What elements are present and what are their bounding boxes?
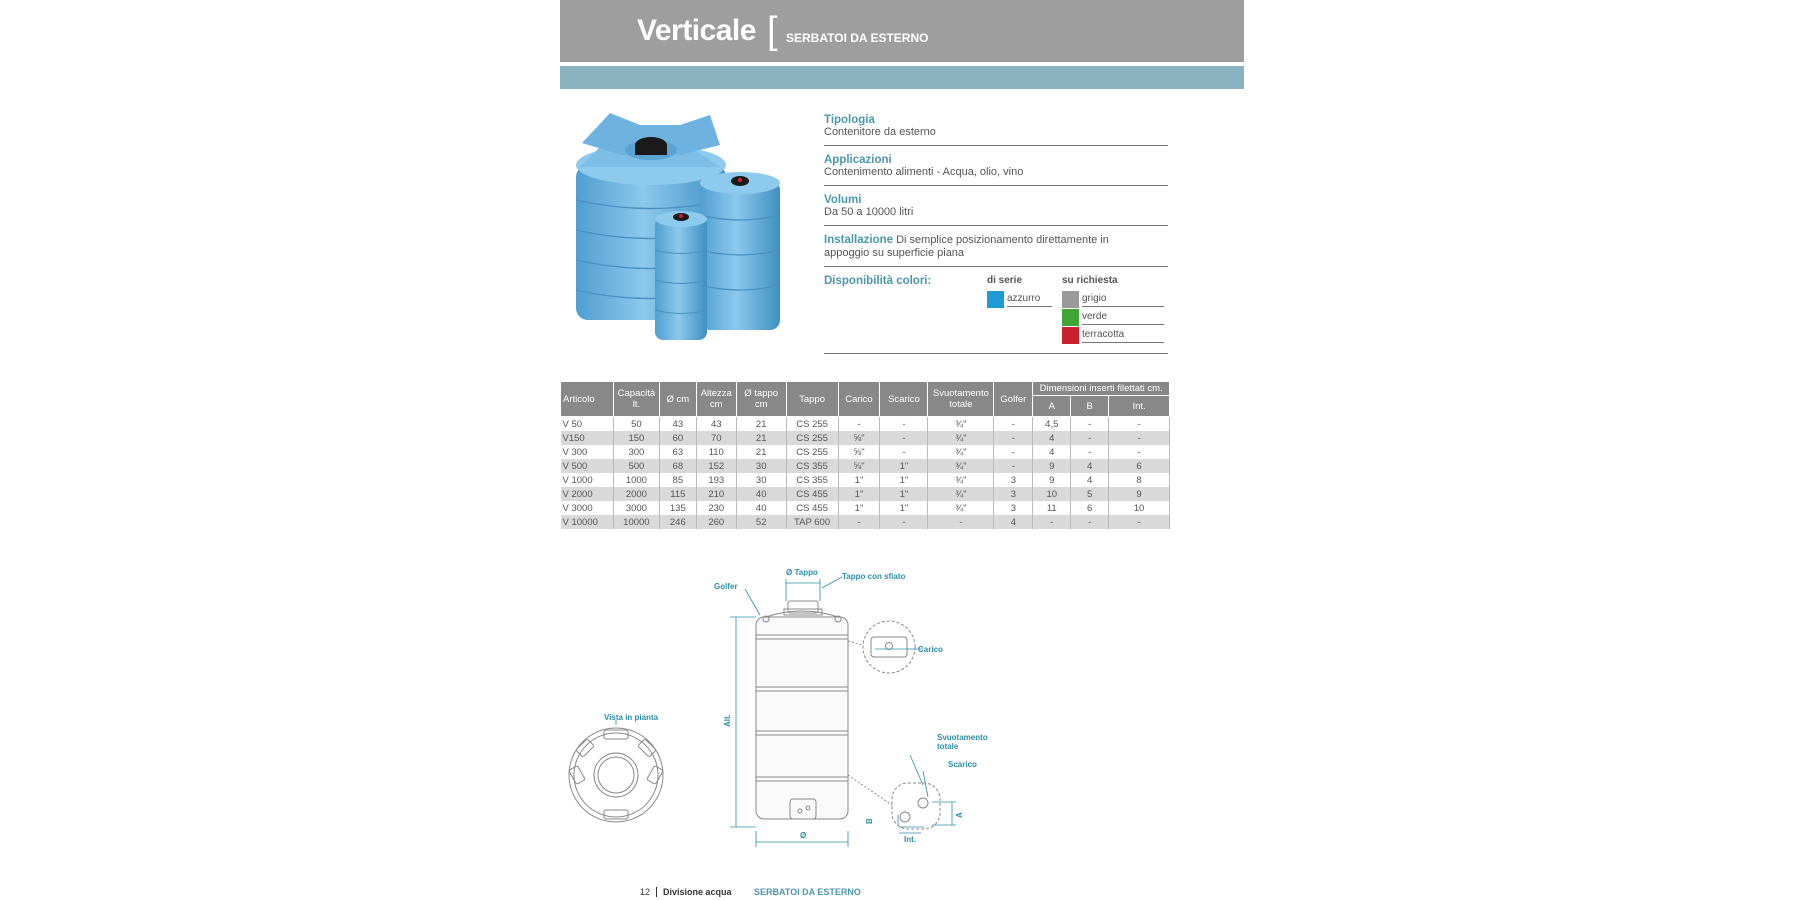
table-row bbox=[561, 445, 1170, 459]
table-cell: V 50 bbox=[561, 417, 614, 432]
label-scarico: Scarico bbox=[948, 760, 977, 769]
table-cell: 6 bbox=[1109, 459, 1170, 473]
table-cell: CS 255 bbox=[786, 431, 838, 445]
label-int: Int. bbox=[904, 835, 916, 844]
color-swatch-azzurro bbox=[987, 291, 1004, 308]
label-svuotamento-1: Svuotamento bbox=[937, 733, 988, 742]
table-cell: - bbox=[1109, 431, 1170, 445]
table-cell: V 1000 bbox=[561, 473, 614, 487]
table-cell: ⅝" bbox=[838, 431, 880, 445]
table-row bbox=[561, 501, 1170, 515]
col-b: B bbox=[1071, 396, 1109, 417]
table-cell: 4 bbox=[1033, 431, 1071, 445]
table-cell: 1" bbox=[838, 473, 880, 487]
col-golfer: Golfer bbox=[994, 382, 1033, 417]
table-cell: 21 bbox=[736, 417, 786, 432]
applicazioni-value: Contenimento alimenti - Acqua, olio, vino bbox=[824, 166, 1024, 178]
table-cell: - bbox=[994, 459, 1033, 473]
table-cell: 1" bbox=[880, 501, 928, 515]
info-applicazioni bbox=[824, 154, 1168, 186]
table-cell: 115 bbox=[659, 487, 696, 501]
table-cell: 43 bbox=[696, 417, 736, 432]
table-cell: 30 bbox=[736, 473, 786, 487]
table-cell: ¾" bbox=[928, 473, 994, 487]
table-cell: V 500 bbox=[561, 459, 614, 473]
table-cell: 3 bbox=[994, 473, 1033, 487]
table-cell: 1" bbox=[880, 487, 928, 501]
table-cell: 9 bbox=[1033, 459, 1071, 473]
footer-subtitle: SERBATOI DA ESTERNO bbox=[754, 887, 861, 897]
info-tipologia bbox=[824, 114, 1168, 146]
table-cell: CS 455 bbox=[786, 487, 838, 501]
table-cell: 70 bbox=[696, 431, 736, 445]
table-cell: - bbox=[880, 515, 928, 529]
table-cell: V 300 bbox=[561, 445, 614, 459]
page-footer bbox=[640, 887, 861, 897]
table-cell: 63 bbox=[659, 445, 696, 459]
table-cell: 110 bbox=[696, 445, 736, 459]
col-carico: Carico bbox=[838, 382, 880, 417]
tipologia-label: Tipologia bbox=[824, 114, 875, 126]
colori-label: Disponibilità colori: bbox=[824, 275, 932, 287]
table-cell: TAP 600 bbox=[786, 515, 838, 529]
col-articolo: Articolo bbox=[561, 382, 614, 417]
installazione-label: Installazione bbox=[824, 234, 894, 246]
color-name-grigio: grigio bbox=[1082, 293, 1164, 307]
table-cell: CS 255 bbox=[786, 417, 838, 432]
table-cell: 1" bbox=[838, 487, 880, 501]
table-cell: 9 bbox=[1109, 487, 1170, 501]
label-a: A bbox=[955, 812, 964, 818]
table-cell: V 3000 bbox=[561, 501, 614, 515]
table-cell: 6 bbox=[1071, 501, 1109, 515]
table-cell: CS 255 bbox=[786, 445, 838, 459]
table-cell: 5 bbox=[1071, 487, 1109, 501]
table-cell: 3000 bbox=[613, 501, 659, 515]
table-row bbox=[561, 487, 1170, 501]
table-cell: ¾" bbox=[928, 459, 994, 473]
table-cell: - bbox=[928, 515, 994, 529]
table-cell: V150 bbox=[561, 431, 614, 445]
table-cell: ⅝" bbox=[838, 459, 880, 473]
label-diametro: Ø bbox=[800, 831, 807, 840]
col-altezza: Altezza cm bbox=[696, 382, 736, 417]
table-cell: 60 bbox=[659, 431, 696, 445]
info-colori bbox=[824, 275, 1168, 354]
table-cell: 246 bbox=[659, 515, 696, 529]
table-cell: 52 bbox=[736, 515, 786, 529]
table-row bbox=[561, 459, 1170, 473]
table-row bbox=[561, 417, 1170, 432]
label-altezza: Alt. bbox=[723, 714, 732, 727]
color-name-verde: verde bbox=[1082, 311, 1164, 325]
table-cell: 40 bbox=[736, 501, 786, 515]
table-cell: ¾" bbox=[928, 445, 994, 459]
table-cell: V 10000 bbox=[561, 515, 614, 529]
table-cell: 85 bbox=[659, 473, 696, 487]
table-cell: ⅝" bbox=[838, 445, 880, 459]
table-cell: 260 bbox=[696, 515, 736, 529]
table-cell: 193 bbox=[696, 473, 736, 487]
page-subtitle: SERBATOI DA ESTERNO bbox=[786, 31, 929, 45]
table-cell: ¾" bbox=[928, 417, 994, 432]
product-info bbox=[824, 114, 1168, 354]
table-cell: - bbox=[838, 417, 880, 432]
table-cell: 10000 bbox=[613, 515, 659, 529]
catalog-page bbox=[560, 0, 1244, 900]
col-diametro: Ø cm bbox=[659, 382, 696, 417]
table-cell: CS 355 bbox=[786, 459, 838, 473]
label-carico: Carico bbox=[918, 645, 943, 654]
volumi-label: Volumi bbox=[824, 194, 862, 206]
label-golfer: Golfer bbox=[714, 582, 738, 591]
table-cell: 1" bbox=[880, 459, 928, 473]
technical-drawing bbox=[560, 555, 1244, 855]
table-cell: - bbox=[880, 445, 928, 459]
col-tappo-diametro: Ø tappo cm bbox=[736, 382, 786, 417]
table-cell: 4,5 bbox=[1033, 417, 1071, 432]
col-dimensioni: Dimensioni inserti filettati cm. bbox=[1033, 382, 1170, 396]
page-title: Verticale bbox=[637, 14, 756, 47]
table-cell: 3 bbox=[994, 501, 1033, 515]
table-cell: 230 bbox=[696, 501, 736, 515]
table-cell: 21 bbox=[736, 431, 786, 445]
label-tappo-diametro: Ø Tappo bbox=[786, 568, 818, 577]
header-bar bbox=[560, 0, 1244, 62]
header-band bbox=[560, 66, 1244, 89]
table-header-row bbox=[561, 382, 1170, 396]
table-cell: 150 bbox=[613, 431, 659, 445]
col-tappo: Tappo bbox=[786, 382, 838, 417]
table-cell: - bbox=[880, 431, 928, 445]
page-number: 12 bbox=[640, 887, 657, 897]
info-installazione bbox=[824, 234, 1168, 267]
color-swatch-terracotta bbox=[1062, 327, 1079, 344]
table-cell: 500 bbox=[613, 459, 659, 473]
table-cell: 152 bbox=[696, 459, 736, 473]
product-photo bbox=[570, 105, 788, 345]
applicazioni-label: Applicazioni bbox=[824, 154, 892, 166]
table-cell: - bbox=[1033, 515, 1071, 529]
footer-section: Divisione acqua bbox=[663, 887, 732, 897]
table-cell: - bbox=[1071, 445, 1109, 459]
label-svuotamento-2: totale bbox=[937, 742, 959, 751]
col-scarico: Scarico bbox=[880, 382, 928, 417]
table-cell: 1000 bbox=[613, 473, 659, 487]
table-cell: 4 bbox=[1071, 459, 1109, 473]
table-cell: 8 bbox=[1109, 473, 1170, 487]
label-tappo-sfiato: Tappo con sfiato bbox=[842, 572, 906, 581]
table-cell: - bbox=[1071, 417, 1109, 432]
table-cell: 9 bbox=[1033, 473, 1071, 487]
table-cell: CS 455 bbox=[786, 501, 838, 515]
table-cell: 43 bbox=[659, 417, 696, 432]
installazione-value: Di semplice posizionamento direttamente in appoggio su superficie piana bbox=[824, 234, 1109, 259]
color-name-terracotta: terracotta bbox=[1082, 329, 1164, 343]
table-cell: 10 bbox=[1033, 487, 1071, 501]
spec-table bbox=[560, 381, 1170, 529]
table-cell: 1" bbox=[838, 501, 880, 515]
table-row bbox=[561, 515, 1170, 529]
table-cell: - bbox=[1071, 515, 1109, 529]
table-cell: 4 bbox=[994, 515, 1033, 529]
label-vista-pianta: Vista in pianta bbox=[604, 713, 659, 722]
table-cell: ¾" bbox=[928, 487, 994, 501]
col-svuotamento: Svuotamento totale bbox=[928, 382, 994, 417]
table-cell: - bbox=[880, 417, 928, 432]
installazione-line bbox=[824, 234, 1144, 260]
table-cell: 4 bbox=[1033, 445, 1071, 459]
table-cell: 50 bbox=[613, 417, 659, 432]
col-capacita: Capacità lt. bbox=[613, 382, 659, 417]
table-row bbox=[561, 431, 1170, 445]
table-body bbox=[561, 417, 1170, 530]
table-cell: 2000 bbox=[613, 487, 659, 501]
table-cell: ¾" bbox=[928, 501, 994, 515]
table-cell: - bbox=[1109, 417, 1170, 432]
table-cell: - bbox=[1109, 515, 1170, 529]
table-cell: 3 bbox=[994, 487, 1033, 501]
table-row bbox=[561, 473, 1170, 487]
title-bracket: [ bbox=[767, 10, 778, 52]
table-cell: - bbox=[838, 515, 880, 529]
table-cell: 135 bbox=[659, 501, 696, 515]
color-swatch-grigio bbox=[1062, 291, 1079, 308]
table-cell: 210 bbox=[696, 487, 736, 501]
su-richiesta-label: su richiesta bbox=[1062, 275, 1118, 286]
di-serie-label: di serie bbox=[987, 275, 1023, 286]
table-cell: CS 355 bbox=[786, 473, 838, 487]
table-cell: 4 bbox=[1071, 473, 1109, 487]
volumi-value: Da 50 a 10000 litri bbox=[824, 206, 914, 218]
table-cell: - bbox=[1109, 445, 1170, 459]
table-cell: - bbox=[994, 445, 1033, 459]
table-cell: 30 bbox=[736, 459, 786, 473]
col-a: A bbox=[1033, 396, 1071, 417]
table-cell: 1" bbox=[880, 473, 928, 487]
info-volumi bbox=[824, 194, 1168, 226]
col-int: Int. bbox=[1109, 396, 1170, 417]
color-swatch-verde bbox=[1062, 309, 1079, 326]
color-name-azzurro: azzurro bbox=[1007, 293, 1052, 307]
table-cell: 21 bbox=[736, 445, 786, 459]
table-cell: - bbox=[1071, 431, 1109, 445]
table-cell: - bbox=[994, 431, 1033, 445]
table-cell: 300 bbox=[613, 445, 659, 459]
table-cell: V 2000 bbox=[561, 487, 614, 501]
label-b: B bbox=[865, 818, 874, 824]
tipologia-value: Contenitore da esterno bbox=[824, 126, 936, 138]
table-cell: - bbox=[994, 417, 1033, 432]
table-cell: ¾" bbox=[928, 431, 994, 445]
table-cell: 11 bbox=[1033, 501, 1071, 515]
table-cell: 68 bbox=[659, 459, 696, 473]
table-cell: 40 bbox=[736, 487, 786, 501]
table-cell: 10 bbox=[1109, 501, 1170, 515]
